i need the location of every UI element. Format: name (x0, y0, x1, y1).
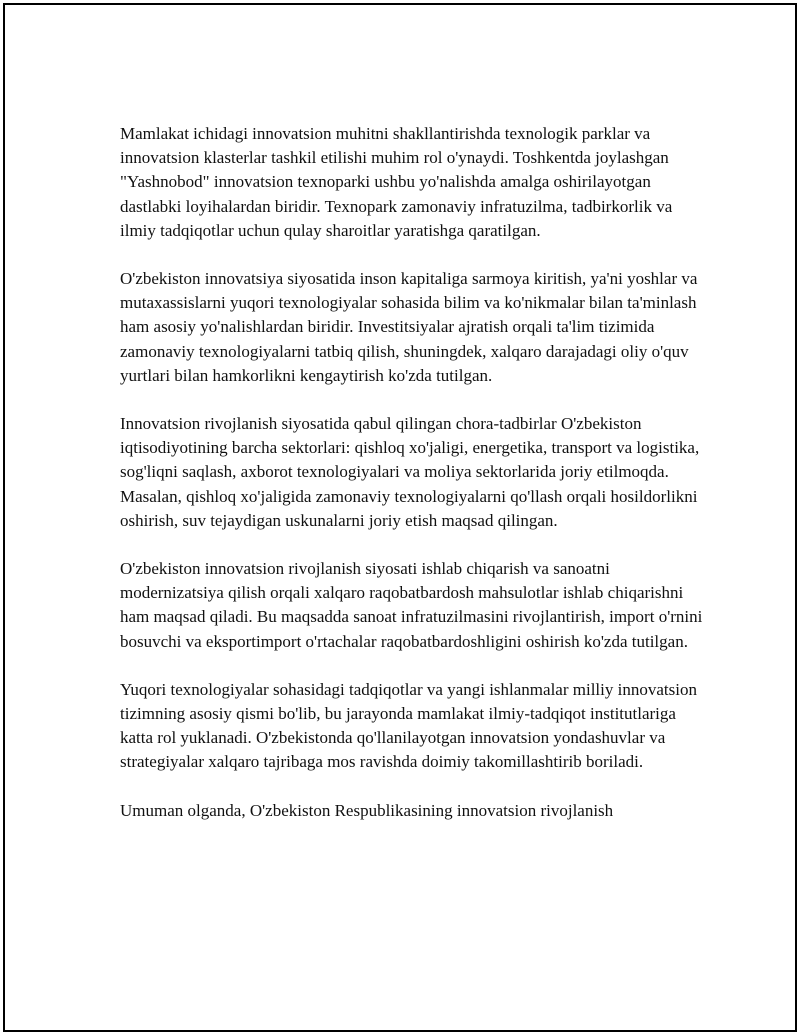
paragraph-1: Mamlakat ichidagi innovatsion muhitni shakllantirishda texnologik parklar va innovatsion klasterlar tashkil etilishi muhim rol o'ynaydi. Toshkentda joylashgan "Yashnobod" innovatsion texnoparki ushbu yo'nalishda amalga oshirilayotgan dastlabki loyihalardan biridir. Texnopark zamonaviy infratuzilma, tadbirkorlik va ilmiy tadqiqotlar uchun qulay sharoitlar yaratishga qaratilgan. (120, 124, 673, 240)
paragraph-6: Umuman olganda, O'zbekiston Respublikasining innovatsion rivojlanish (120, 800, 614, 820)
paragraph-2: O'zbekiston innovatsiya siyosatida inson kapitaliga sarmoya kiritish, ya'ni yoshlar va mutaxassislarni yuqori texnologiyalar sohasida bilim va ko'nikmalar bilan ta'minlash ham asosiy yo'nalishlardan biridir. Investitsiyalar ajratish orqali ta'lim tizimida zamonaviy texnologiyalarni tatbiq qilish, shuningdek, xalqaro darajadagi oliy o'quv yurtlari bilan hamkorlikni kengaytirish ko'zda tutilgan. (120, 269, 698, 385)
document-page (3, 3, 797, 1032)
document-body (120, 122, 705, 847)
paragraph-5: Yuqori texnologiyalar sohasidagi tadqiqotlar va yangi ishlanmalar milliy innovatsion tizimning asosiy qismi bo'lib, bu jarayonda mamlakat ilmiy-tadqiqot institutlariga katta rol yuklanadi. O'zbekistonda qo'llanilayotgan innovatsion yondashuvlar va strategiyalar xalqaro tajribaga mos ravishda doimiy takomillashtirib boriladi. (120, 679, 697, 772)
paragraph-4: O'zbekiston innovatsion rivojlanish siyosati ishlab chiqarish va sanoatni modernizatsiya qilish orqali xalqaro raqobatbardosh mahsulotlar ishlab chiqarishni ham maqsad qiladi. Bu maqsadda sanoat infratuzilmasini rivojlantirish, import o'rnini bosuvchi va eksportimport o'rtachalar raqobatbardoshligini oshirish ko'zda tutilgan. (120, 559, 703, 651)
paragraph-3: Innovatsion rivojlanish siyosatida qabul qilingan chora-tadbirlar O'zbekiston iqtisodiyotining barcha sektorlari: qishloq xo'jaligi, energetika, transport va logistika, sog'liqni saqlash, axborot texnologiyalari va moliya sektorlarida joriy etilmoqda. Masalan, qishloq xo'jaligida zamonaviy texnologiyalarni qo'llash orqali hosildorlikni oshirish, suv tejaydigan uskunalarni joriy etish maqsad qilingan. (120, 414, 700, 530)
